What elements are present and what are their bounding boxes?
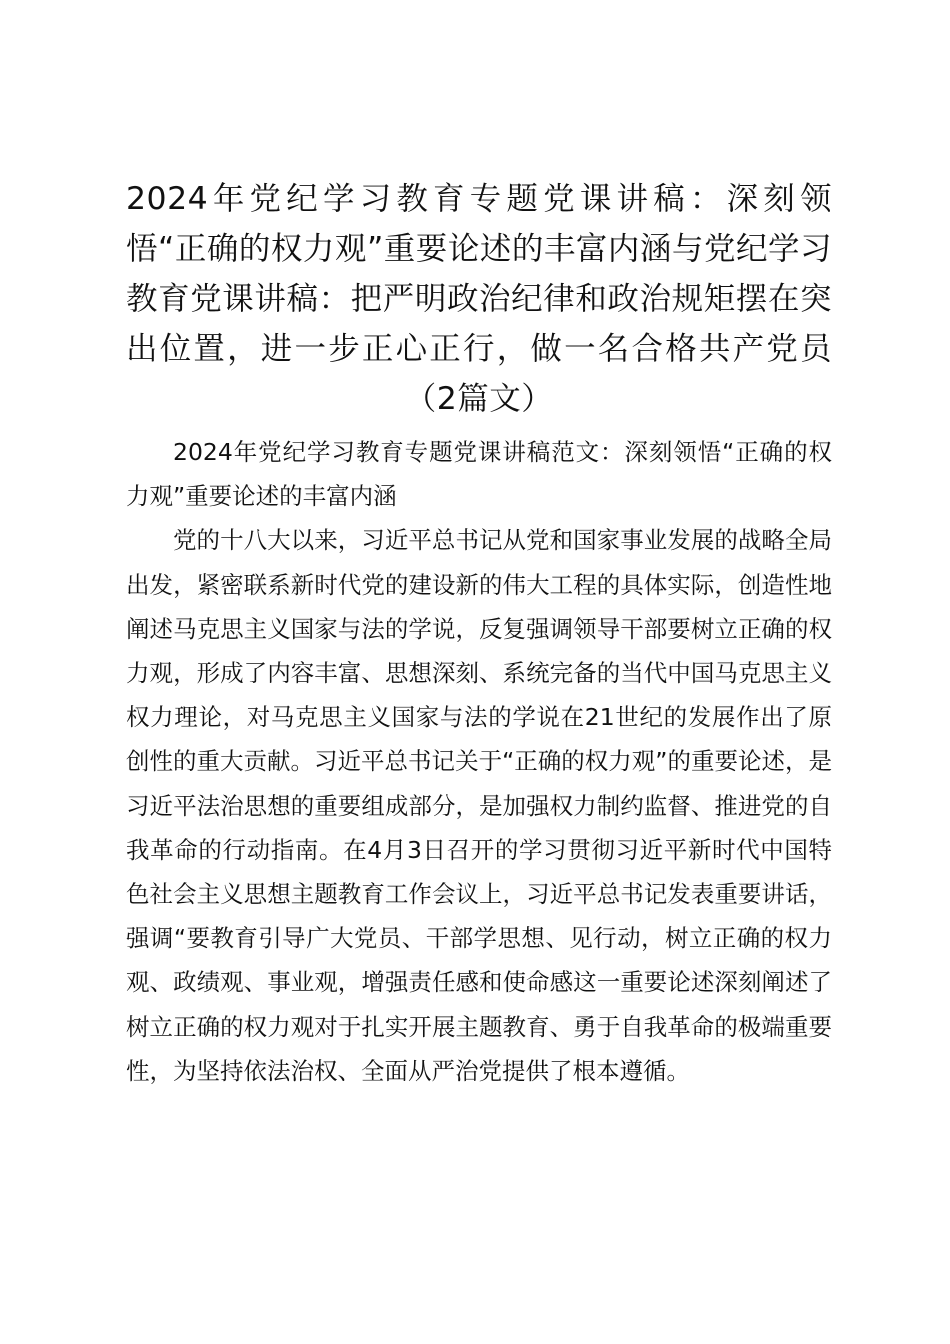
document-page bbox=[126, 174, 832, 1093]
body-paragraph: 党的十八大以来，习近平总书记从党和国家事业发展的战略全局出发，紧密联系新时代党的建设新的伟大工程的具体实际，创造性地阐述马克思主义国家与法的学说，反复强调领导干部要树立正确的权力观，形成了内容丰富、思想深刻、系统完备的当代中国马克思主义权力理论，对马克思主义国家与法的学说在21世纪的发展作出了原创性的重大贡献。习近平总书记关于“正确的权力观”的重要论述，是习近平法治思想的重要组成部分，是加强权力制约监督、推进党的自我革命的行动指南。在4月3日召开的学习贯彻习近平新时代中国特色社会主义思想主题教育工作会议上，习近平总书记发表重要讲话，强调“要教育引导广大党员、干部学思想、见行动，树立正确的权力观、政绩观、事业观，增强责任感和使命感这一重要论述深刻阐述了树立正确的权力观对于扎实开展主题教育、勇于自我革命的极端重要性，为坚持依法治权、全面从严治党提供了根本遵循。 bbox=[126, 526, 832, 1085]
document-title: 2024年党纪学习教育专题党课讲稿：深刻领悟“正确的权力观”重要论述的丰富内涵与党纪学习教育党课讲稿：把严明政治纪律和政治规矩摆在突出位置，进一步正心正行，做一名合格共产党员（2篇文） bbox=[126, 181, 832, 417]
article-subtitle: 2024年党纪学习教育专题党课讲稿范文：深刻领悟“正确的权力观”重要论述的丰富内涵 bbox=[126, 438, 832, 511]
